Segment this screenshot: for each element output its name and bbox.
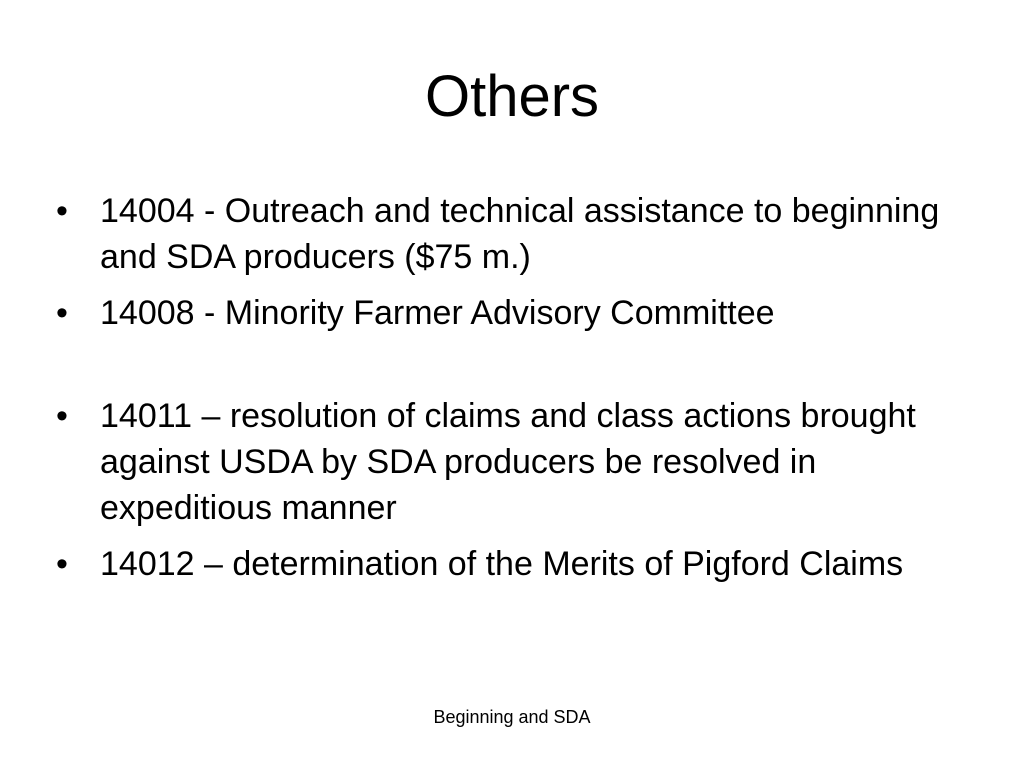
bullet-item-14011 — [56, 393, 956, 531]
bullet-list — [56, 188, 956, 597]
bullet-marker: • — [56, 545, 68, 583]
bullet-text: 14012 – determination of the Merits of Pigford Claims — [100, 545, 904, 583]
bullet-marker: • — [56, 294, 68, 332]
bullet-marker: • — [56, 192, 68, 230]
bullet-item-14008 — [56, 290, 956, 336]
bullet-item-14004 — [56, 188, 956, 280]
bullet-text: 14008 - Minority Farmer Advisory Committee — [100, 294, 775, 332]
slide-title: Others — [424, 64, 600, 129]
bullet-text: 14004 - Outreach and technical assistance to beginning and SDA producers ($75 m.) — [100, 192, 940, 276]
bullet-text: 14011 – resolution of claims and class actions brought against USDA by SDA producers be resolved in expeditious manner — [100, 397, 916, 527]
bullet-marker: • — [56, 397, 68, 435]
slide-footer: Beginning and SDA — [433, 707, 591, 727]
bullet-item-14012 — [56, 541, 956, 587]
